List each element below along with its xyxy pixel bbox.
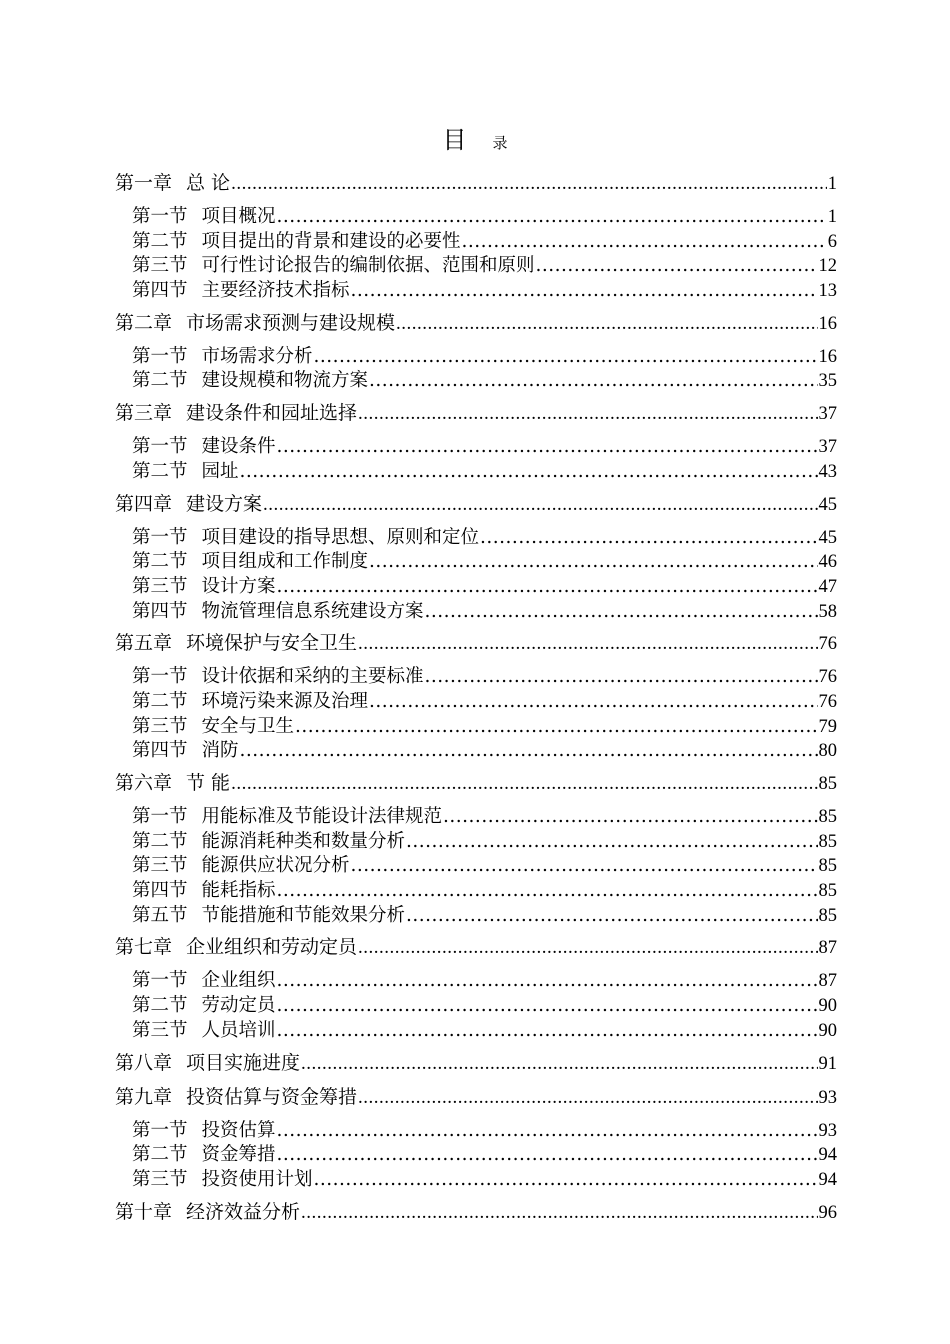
toc-section-entry[interactable] [115, 901, 837, 926]
section-title: 消防 [201, 740, 239, 762]
section-title: 项目建设的指导思想、原则和定位 [201, 526, 480, 548]
toc-chapter-entry[interactable] [115, 168, 837, 195]
toc-section-entry[interactable] [115, 827, 837, 852]
page-number: 80 [818, 741, 837, 762]
page-number: 45 [818, 494, 837, 515]
chapter-number: 第二章 [115, 311, 173, 334]
dot-leader [406, 905, 817, 926]
chapter-title: 环境保护与安全卫生 [186, 632, 358, 655]
page-number: 87 [818, 938, 837, 959]
toc-section-entry[interactable] [115, 597, 837, 622]
dot-leader [277, 970, 818, 991]
chapter-number: 第六章 [115, 772, 173, 794]
toc-section-entry[interactable] [115, 432, 837, 457]
section-number: 第四节 [132, 600, 188, 622]
page-number: 90 [818, 996, 837, 1017]
table-of-contents [115, 168, 837, 1224]
toc-chapter-entry[interactable] [115, 1197, 837, 1224]
dot-leader [277, 1144, 818, 1165]
section-title: 能耗指标 [201, 880, 276, 902]
dot-leader [314, 346, 818, 367]
toc-section-entry[interactable] [115, 802, 837, 827]
page-number: 37 [818, 404, 837, 425]
section-title: 能源供应状况分析 [201, 855, 350, 877]
dot-leader [443, 806, 817, 827]
page-number: 46 [818, 552, 837, 573]
section-number: 第二节 [132, 1144, 188, 1166]
section-number: 第一节 [132, 970, 188, 992]
toc-chapter-entry[interactable] [115, 489, 837, 516]
page-number: 87 [818, 971, 837, 992]
chapter-number: 第五章 [115, 632, 173, 655]
page-number: 79 [818, 716, 837, 737]
section-number: 第一节 [132, 206, 188, 227]
page-number: 85 [818, 807, 837, 827]
dot-leader [277, 576, 818, 597]
toc-section-entry[interactable] [115, 457, 837, 482]
page-number: 85 [818, 881, 837, 902]
dot-leader [425, 601, 818, 622]
section-number: 第一节 [132, 526, 188, 548]
chapter-title: 经济效益分析 [186, 1200, 301, 1223]
chapter-title: 市场需求预测与建设规模 [186, 311, 396, 334]
section-title: 物流管理信息系统建设方案 [201, 600, 424, 622]
dot-leader [425, 666, 818, 687]
page-number: 85 [818, 905, 837, 926]
section-title: 市场需求分析 [201, 345, 313, 367]
chapter-title: 建设方案 [186, 492, 263, 515]
section-title: 项目提出的背景和建设的必要性 [201, 230, 461, 252]
page-number: 85 [818, 774, 837, 794]
section-number: 第一节 [132, 666, 188, 688]
section-number: 第三节 [132, 1168, 188, 1190]
page-number: 16 [818, 313, 837, 334]
chapter-number: 第九章 [115, 1085, 173, 1108]
section-number: 第三节 [132, 855, 188, 877]
section-title: 资金筹措 [201, 1144, 276, 1166]
page-number: 35 [818, 371, 837, 392]
chapter-title: 总 论 [186, 172, 231, 194]
page-number: 45 [818, 527, 837, 548]
section-title: 环境污染来源及治理 [201, 690, 369, 712]
section-title: 主要经济技术指标 [201, 280, 350, 302]
toc-chapter-entry[interactable] [115, 628, 837, 655]
section-title: 设计方案 [201, 575, 276, 597]
toc-section-entry[interactable] [115, 851, 837, 876]
section-number: 第五节 [132, 904, 188, 926]
page-number: 47 [818, 576, 837, 597]
chapter-title: 投资估算与资金筹措 [186, 1085, 358, 1108]
dot-leader [369, 551, 817, 572]
toc-section-entry[interactable] [115, 202, 837, 227]
chapter-number: 第十章 [115, 1200, 173, 1223]
page-number: 76 [818, 691, 837, 712]
dot-leader [358, 632, 817, 655]
toc-title-main: 目 [442, 126, 467, 154]
section-title: 设计依据和采纳的主要标准 [201, 666, 424, 688]
toc-section-entry[interactable] [115, 876, 837, 901]
toc-chapter-entry[interactable] [115, 1082, 837, 1109]
toc-section-entry[interactable] [115, 1016, 837, 1041]
dot-leader [277, 436, 818, 457]
section-title: 投资估算 [201, 1119, 276, 1141]
page-number: 76 [818, 634, 837, 655]
section-title: 用能标准及节能设计法律规范 [201, 806, 443, 827]
section-number: 第一节 [132, 345, 188, 367]
dot-leader [480, 527, 817, 548]
dot-leader [277, 206, 827, 227]
toc-chapter-entry[interactable] [115, 1048, 837, 1075]
page-number: 91 [818, 1053, 837, 1074]
toc-section-entry[interactable] [115, 572, 837, 597]
section-number: 第二节 [132, 230, 188, 252]
toc-section-entry[interactable] [115, 1116, 837, 1141]
toc-section-entry[interactable] [115, 712, 837, 737]
section-number: 第三节 [132, 575, 188, 597]
dot-leader [277, 995, 818, 1016]
toc-section-entry[interactable] [115, 662, 837, 687]
section-title: 节能措施和节能效果分析 [201, 904, 406, 926]
page-number: 93 [818, 1087, 837, 1108]
chapter-number: 第三章 [115, 402, 173, 425]
section-title: 能源消耗种类和数量分析 [201, 830, 406, 852]
chapter-number: 第一章 [115, 172, 173, 194]
chapter-title: 项目实施进度 [186, 1051, 301, 1074]
dot-leader [462, 231, 827, 252]
section-title: 项目组成和工作制度 [201, 551, 369, 573]
section-number: 第三节 [132, 715, 188, 737]
section-number: 第二节 [132, 551, 188, 573]
toc-section-entry[interactable] [115, 251, 837, 276]
chapter-title: 建设条件和园址选择 [186, 402, 358, 425]
toc-chapter-entry[interactable] [115, 308, 837, 335]
dot-leader [351, 280, 818, 301]
section-number: 第二节 [132, 370, 188, 392]
section-title: 建设条件 [201, 436, 276, 458]
toc-section-entry[interactable] [115, 966, 837, 991]
toc-chapter-entry[interactable] [115, 932, 837, 959]
section-title: 建设规模和物流方案 [201, 370, 369, 392]
chapter-number: 第七章 [115, 936, 173, 959]
toc-section-entry[interactable] [115, 227, 837, 252]
dot-leader [314, 1169, 818, 1190]
section-number: 第二节 [132, 830, 188, 852]
page-number: 6 [827, 231, 837, 252]
dot-leader [240, 461, 818, 482]
page-number: 58 [818, 601, 837, 622]
section-title: 企业组织 [201, 970, 276, 992]
dot-leader [369, 691, 817, 712]
section-title: 人员培训 [201, 1019, 276, 1041]
toc-section-entry[interactable] [115, 523, 837, 548]
chapter-title: 企业组织和劳动定员 [186, 936, 358, 959]
section-title: 园址 [201, 460, 239, 482]
dot-leader [295, 716, 817, 737]
page-number: 43 [818, 461, 837, 482]
chapter-number: 第八章 [115, 1051, 173, 1074]
page-number: 85 [818, 831, 837, 852]
dot-leader [277, 880, 818, 901]
section-number: 第四节 [132, 280, 188, 302]
dot-leader [301, 1201, 817, 1224]
page-number: 1 [827, 207, 837, 227]
toc-section-entry[interactable] [115, 1165, 837, 1190]
section-number: 第一节 [132, 1119, 188, 1141]
page-number: 37 [818, 437, 837, 458]
page-number: 96 [818, 1202, 837, 1223]
toc-section-entry[interactable] [115, 736, 837, 761]
toc-section-entry[interactable] [115, 687, 837, 712]
dot-leader [301, 1052, 817, 1075]
page-number: 90 [818, 1020, 837, 1041]
dot-leader [240, 740, 818, 761]
chapter-title: 节 能 [186, 772, 231, 794]
dot-leader [358, 1086, 817, 1109]
section-title: 项目概况 [201, 206, 276, 227]
toc-section-entry[interactable] [115, 991, 837, 1016]
toc-title-sub: 录 [492, 134, 508, 152]
dot-leader [406, 831, 817, 852]
toc-section-entry[interactable] [115, 366, 837, 391]
dot-leader [277, 1120, 818, 1141]
page-number: 85 [818, 856, 837, 877]
dot-leader [396, 312, 817, 335]
section-number: 第二节 [132, 690, 188, 712]
section-number: 第四节 [132, 880, 188, 902]
page-number: 1 [827, 174, 837, 194]
page-number: 94 [818, 1145, 837, 1166]
section-title: 投资使用计划 [201, 1168, 313, 1190]
toc-section-entry[interactable] [115, 547, 837, 572]
page-number: 16 [818, 346, 837, 367]
section-title: 可行性讨论报告的编制依据、范围和原则 [201, 255, 535, 277]
section-number: 第一节 [132, 436, 188, 458]
dot-leader [277, 1020, 818, 1041]
section-title: 劳动定员 [201, 995, 276, 1017]
section-number: 第二节 [132, 995, 188, 1017]
dot-leader [358, 936, 817, 959]
page-number: 12 [818, 256, 837, 277]
section-number: 第三节 [132, 1019, 188, 1041]
dot-leader [263, 493, 817, 516]
page-number: 94 [818, 1169, 837, 1190]
section-number: 第四节 [132, 740, 188, 762]
chapter-number: 第四章 [115, 492, 173, 515]
page-number: 13 [818, 281, 837, 302]
section-number: 第一节 [132, 806, 188, 827]
toc-section-entry[interactable] [115, 276, 837, 301]
toc-section-entry[interactable] [115, 1140, 837, 1165]
dot-leader [231, 772, 817, 795]
dot-leader [351, 855, 818, 876]
page-number: 76 [818, 667, 837, 688]
toc-chapter-entry[interactable] [115, 398, 837, 425]
toc-title [0, 120, 950, 155]
toc-chapter-entry[interactable] [115, 768, 837, 795]
dot-leader [369, 370, 817, 391]
toc-section-entry[interactable] [115, 342, 837, 367]
dot-leader [231, 172, 827, 195]
section-number: 第二节 [132, 460, 188, 482]
dot-leader [536, 255, 818, 276]
dot-leader [358, 402, 817, 425]
section-number: 第三节 [132, 255, 188, 277]
section-title: 安全与卫生 [201, 715, 295, 737]
page-number: 93 [818, 1120, 837, 1141]
